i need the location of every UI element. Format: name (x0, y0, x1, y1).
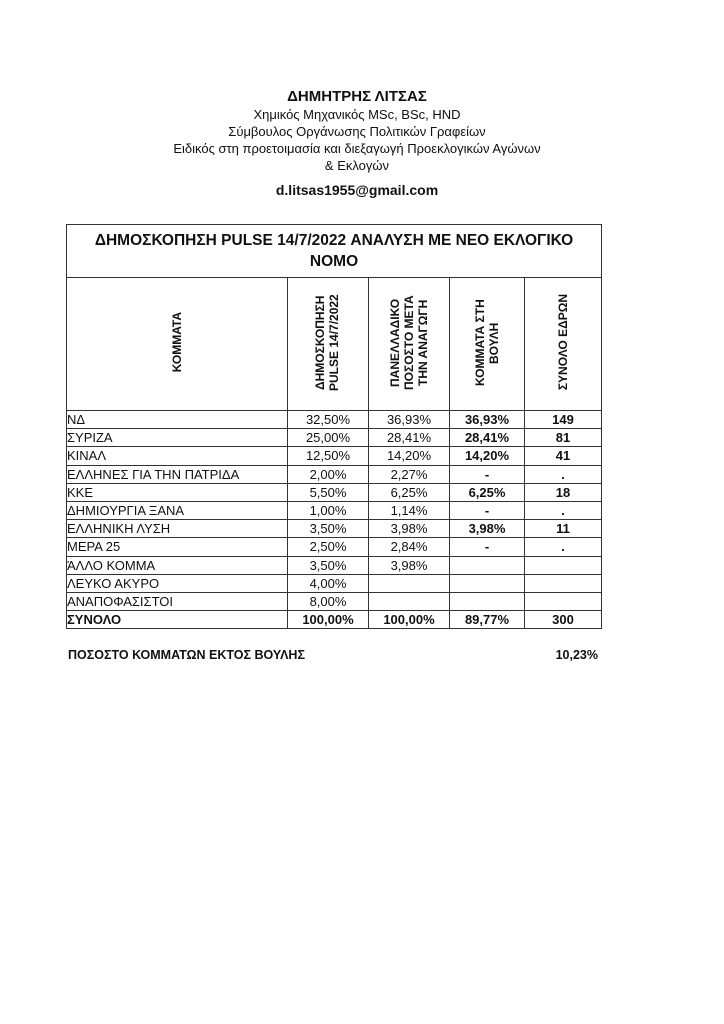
table-title-line2: ΝΟΜΟ (309, 253, 359, 270)
column-header-parties: ΚΟΜΜΑΤΑ (67, 278, 288, 411)
total-label: ΣΥΝΟΛΟ (67, 611, 288, 629)
table-title (67, 225, 602, 278)
national-value (369, 574, 450, 592)
seats-value: 41 (525, 447, 602, 465)
author-specialty-cont: & Εκλογών (324, 158, 390, 173)
party-name: ΝΔ (67, 411, 288, 429)
parliament-value: 6,25% (450, 483, 525, 501)
seats-value: . (525, 465, 602, 483)
table-row (67, 483, 602, 501)
national-value: 14,20% (369, 447, 450, 465)
seats-value (525, 592, 602, 610)
national-value: 3,98% (369, 520, 450, 538)
party-name: ΛΕΥΚΟ ΑΚΥΡΟ (67, 574, 288, 592)
table-row (67, 465, 602, 483)
column-header-parliament: ΚΟΜΜΑΤΑ ΣΤΗ ΒΟΥΛΗ (450, 278, 525, 411)
table-row (67, 429, 602, 447)
author-title: Χημικός Μηχανικός MSc, BSc, HND (253, 107, 461, 122)
poll-value: 25,00% (288, 429, 369, 447)
author-role: Σύμβουλος Οργάνωσης Πολιτικών Γραφείων (228, 124, 486, 139)
seats-value: . (525, 538, 602, 556)
parliament-value: - (450, 538, 525, 556)
seats-value (525, 574, 602, 592)
table-title-line1: ΔΗΜΟΣΚΟΠΗΣΗ PULSE 14/7/2022 ΑΝΑΛΥΣΗ ΜΕ ΝΕΟ ΕΚΛΟΓΙΚΟ (94, 232, 574, 249)
column-header-national: ΠΑΝΕΛΛΑΔΙΚΟ ΠΟΣΟΣΤΟ ΜΕΤΑ ΤΗΝ ΑΝΑΓΩΓΗ (369, 278, 450, 411)
parliament-value: 3,98% (450, 520, 525, 538)
poll-value: 2,50% (288, 538, 369, 556)
parliament-value (450, 592, 525, 610)
party-name: ΕΛΛΗΝΙΚΗ ΛΥΣΗ (67, 520, 288, 538)
poll-value: 3,50% (288, 556, 369, 574)
national-value: 2,27% (369, 465, 450, 483)
poll-value: 8,00% (288, 592, 369, 610)
table-row (67, 520, 602, 538)
national-value (369, 592, 450, 610)
author-email: d.litsas1955@gmail.com (275, 182, 439, 198)
poll-value: 2,00% (288, 465, 369, 483)
outside-parliament-value: 10,23% (555, 648, 598, 662)
parliament-value: - (450, 465, 525, 483)
national-value: 36,93% (369, 411, 450, 429)
parliament-value: 36,93% (450, 411, 525, 429)
total-poll: 100,00% (288, 611, 369, 629)
total-row (67, 611, 602, 629)
national-value: 28,41% (369, 429, 450, 447)
seats-value: . (525, 501, 602, 519)
party-name: ΣΥΡΙΖΑ (67, 429, 288, 447)
party-name: ΔΗΜΙΟΥΡΓΙΑ ΞΑΝΑ (67, 501, 288, 519)
party-name: ΜΕΡΑ 25 (67, 538, 288, 556)
poll-value: 1,00% (288, 501, 369, 519)
author-name: ΔΗΜΗΤΡΗΣ ΛΙΤΣΑΣ (287, 88, 427, 105)
total-parliament: 89,77% (450, 611, 525, 629)
table-row (67, 592, 602, 610)
national-value: 6,25% (369, 483, 450, 501)
party-name: ΆΛΛΟ ΚΟΜΜΑ (67, 556, 288, 574)
seats-value (525, 556, 602, 574)
seats-value: 149 (525, 411, 602, 429)
parliament-value: - (450, 501, 525, 519)
author-header (0, 88, 724, 199)
national-value: 2,84% (369, 538, 450, 556)
table-row (67, 574, 602, 592)
column-header-poll: ΔΗΜΟΣΚΟΠΗΣΗ PULSE 14/7/2022 (288, 278, 369, 411)
national-value: 1,14% (369, 501, 450, 519)
poll-value: 3,50% (288, 520, 369, 538)
seats-value: 81 (525, 429, 602, 447)
parliament-value: 28,41% (450, 429, 525, 447)
outside-parliament-label: ΠΟΣΟΣΤΟ ΚΟΜΜΑΤΩΝ ΕΚΤΟΣ ΒΟΥΛΗΣ (68, 648, 305, 662)
seats-value: 11 (525, 520, 602, 538)
column-header-seats: ΣΥΝΟΛΟ ΕΔΡΩΝ (525, 278, 602, 411)
poll-table (66, 224, 602, 629)
party-name: ΕΛΛΗΝΕΣ ΓΙΑ ΤΗΝ ΠΑΤΡΙΔΑ (67, 465, 288, 483)
table-row (67, 411, 602, 429)
party-name: ΚΙΝΑΛ (67, 447, 288, 465)
parliament-value (450, 556, 525, 574)
party-name: ΑΝΑΠΟΦΑΣΙΣΤΟΙ (67, 592, 288, 610)
table-row (67, 447, 602, 465)
table-row (67, 538, 602, 556)
author-specialty: Ειδικός στη προετοιμασία και διεξαγωγή Προεκλογικών Αγώνων (173, 141, 541, 156)
poll-value: 32,50% (288, 411, 369, 429)
column-header-row (67, 278, 602, 411)
seats-value: 18 (525, 483, 602, 501)
poll-value: 4,00% (288, 574, 369, 592)
poll-value: 12,50% (288, 447, 369, 465)
total-seats: 300 (525, 611, 602, 629)
parliament-value: 14,20% (450, 447, 525, 465)
party-name: ΚΚΕ (67, 483, 288, 501)
table-row (67, 556, 602, 574)
outside-parliament-summary (68, 648, 600, 662)
total-national: 100,00% (369, 611, 450, 629)
national-value: 3,98% (369, 556, 450, 574)
parliament-value (450, 574, 525, 592)
poll-value: 5,50% (288, 483, 369, 501)
table-row (67, 501, 602, 519)
